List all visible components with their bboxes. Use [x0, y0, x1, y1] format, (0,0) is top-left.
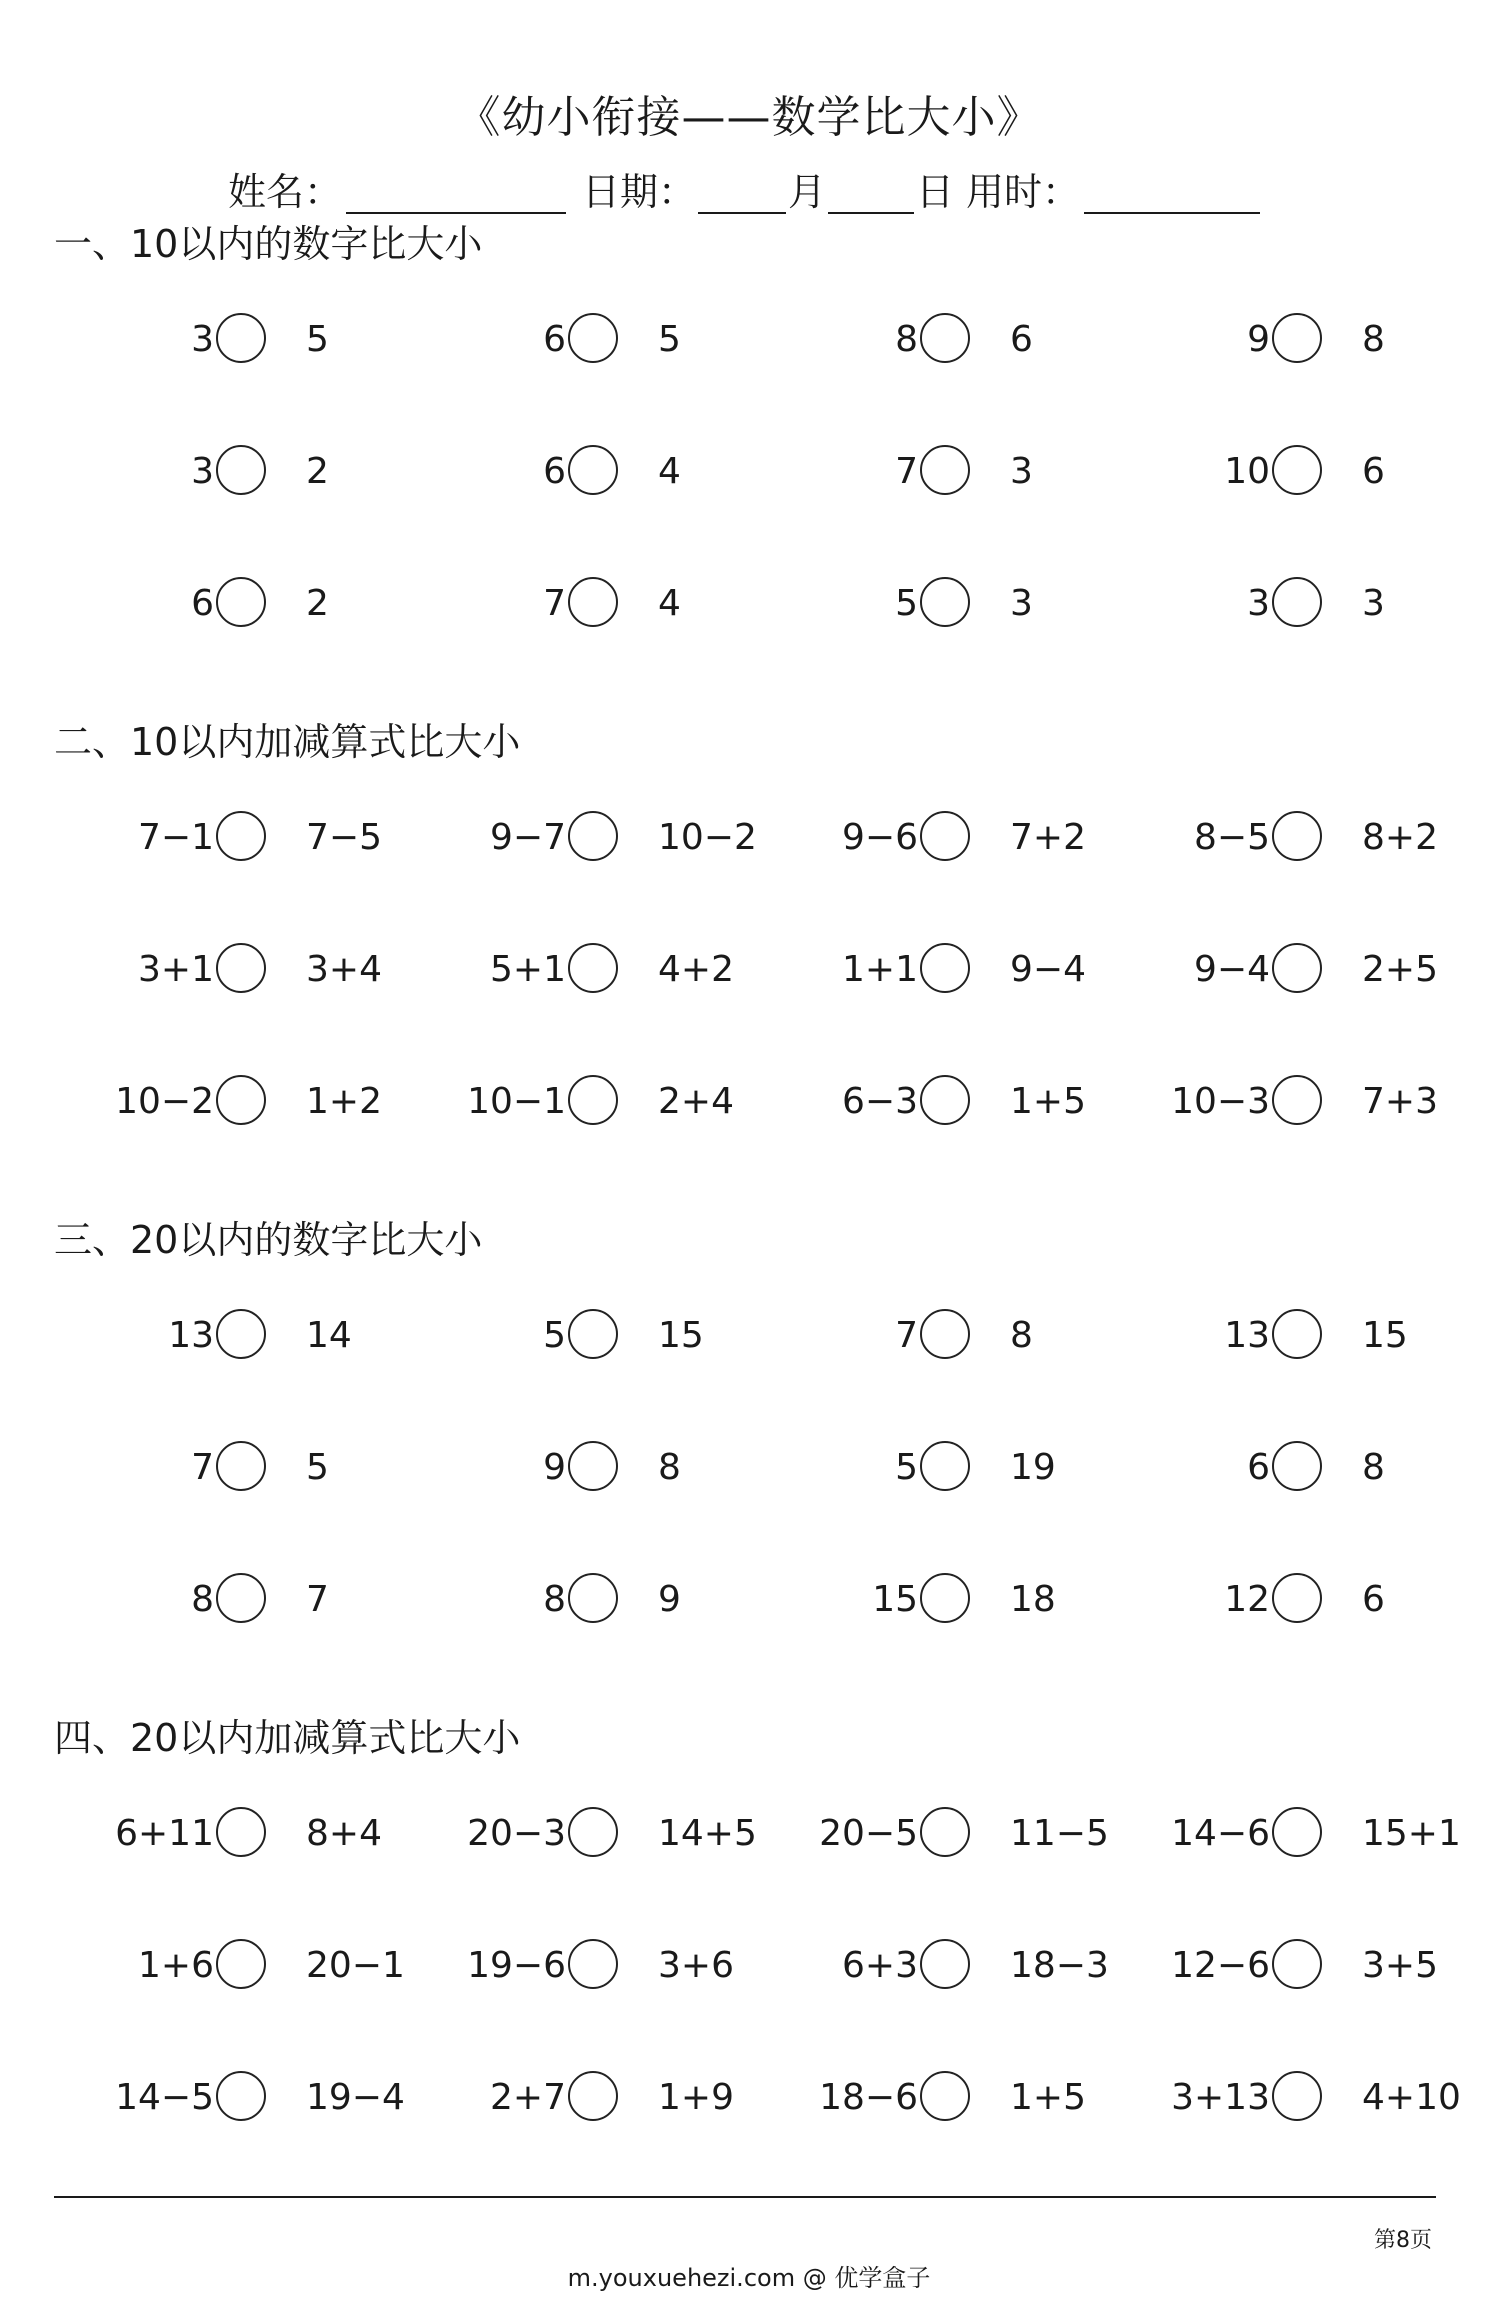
right-operand: 3+5	[1362, 1945, 1438, 1986]
comparison-problem	[54, 1072, 414, 1132]
answer-circle[interactable]	[568, 1441, 618, 1491]
left-operand: 8	[191, 1579, 214, 1620]
right-operand: 2	[306, 583, 329, 624]
right-operand: 19−4	[306, 2077, 405, 2118]
answer-circle[interactable]	[216, 1939, 266, 1989]
right-operand: 3+4	[306, 949, 382, 990]
answer-circle[interactable]	[1272, 811, 1322, 861]
answer-circle[interactable]	[920, 811, 970, 861]
right-operand: 18	[1010, 1579, 1056, 1620]
right-operand: 8	[1010, 1315, 1033, 1356]
right-operand: 6	[1362, 451, 1385, 492]
answer-circle[interactable]	[568, 577, 618, 627]
left-operand: 3+1	[138, 949, 214, 990]
answer-circle[interactable]	[216, 811, 266, 861]
left-operand: 8−5	[1194, 817, 1270, 858]
answer-circle[interactable]	[568, 313, 618, 363]
left-operand: 14−5	[115, 2077, 214, 2118]
left-operand: 2+7	[490, 2077, 566, 2118]
comparison-problem	[406, 940, 766, 1000]
right-operand: 10−2	[658, 817, 757, 858]
comparison-problem	[406, 1804, 766, 1864]
time-blank[interactable]	[1084, 212, 1260, 214]
comparison-problem	[406, 1072, 766, 1132]
left-operand: 15	[872, 1579, 918, 1620]
left-operand: 5+1	[490, 949, 566, 990]
student-info-row	[0, 164, 1498, 220]
left-operand: 13	[1224, 1315, 1270, 1356]
left-operand: 5	[543, 1315, 566, 1356]
right-operand: 8+2	[1362, 817, 1438, 858]
left-operand: 13	[168, 1315, 214, 1356]
right-operand: 1+9	[658, 2077, 734, 2118]
left-operand: 12	[1224, 1579, 1270, 1620]
comparison-problem	[54, 1804, 414, 1864]
right-operand: 3	[1362, 583, 1385, 624]
section-title: 二、10以内加减算式比大小	[54, 720, 521, 764]
left-operand: 9−4	[1194, 949, 1270, 990]
answer-circle[interactable]	[920, 1939, 970, 1989]
section-title: 四、20以内加减算式比大小	[54, 1716, 521, 1760]
answer-circle[interactable]	[216, 445, 266, 495]
name-label: 姓名：	[228, 170, 343, 214]
left-operand: 19−6	[467, 1945, 566, 1986]
right-operand: 19	[1010, 1447, 1056, 1488]
right-operand: 4	[658, 583, 681, 624]
left-operand: 3	[1247, 583, 1270, 624]
left-operand: 7−1	[138, 817, 214, 858]
left-operand: 10−1	[467, 1081, 566, 1122]
right-operand: 3	[1010, 583, 1033, 624]
answer-circle[interactable]	[920, 313, 970, 363]
left-operand: 7	[895, 451, 918, 492]
answer-circle[interactable]	[568, 1075, 618, 1125]
answer-circle[interactable]	[1272, 1807, 1322, 1857]
comparison-problem	[1110, 1936, 1470, 1996]
right-operand: 1+2	[306, 1081, 382, 1122]
right-operand: 8	[1362, 319, 1385, 360]
comparison-problem	[54, 1306, 414, 1366]
answer-circle[interactable]	[568, 1807, 618, 1857]
left-operand: 14−6	[1171, 1813, 1270, 1854]
comparison-problem	[406, 808, 766, 868]
section-title: 一、10以内的数字比大小	[54, 222, 483, 266]
left-operand: 3	[191, 319, 214, 360]
left-operand: 6−3	[842, 1081, 918, 1122]
month-label: 月	[788, 170, 827, 214]
left-operand: 9	[543, 1447, 566, 1488]
answer-circle[interactable]	[216, 313, 266, 363]
right-operand: 8	[1362, 1447, 1385, 1488]
section-title: 三、20以内的数字比大小	[54, 1218, 483, 1262]
comparison-problem	[54, 442, 414, 502]
answer-circle[interactable]	[216, 2071, 266, 2121]
left-operand: 5	[895, 583, 918, 624]
answer-circle[interactable]	[568, 445, 618, 495]
right-operand: 2+4	[658, 1081, 734, 1122]
right-operand: 8	[658, 1447, 681, 1488]
name-blank[interactable]	[346, 212, 566, 214]
answer-circle[interactable]	[920, 445, 970, 495]
answer-circle[interactable]	[920, 1075, 970, 1125]
right-operand: 2	[306, 451, 329, 492]
answer-circle[interactable]	[216, 943, 266, 993]
time-label: 用时：	[966, 170, 1081, 214]
answer-circle[interactable]	[1272, 1309, 1322, 1359]
comparison-problem	[1110, 1072, 1470, 1132]
comparison-problem	[54, 1570, 414, 1630]
answer-circle[interactable]	[216, 1573, 266, 1623]
left-operand: 1+6	[138, 1945, 214, 1986]
left-operand: 6	[543, 451, 566, 492]
comparison-problem	[406, 1438, 766, 1498]
right-operand: 7+3	[1362, 1081, 1438, 1122]
left-operand: 1+1	[842, 949, 918, 990]
answer-circle[interactable]	[568, 1939, 618, 1989]
answer-circle[interactable]	[1272, 445, 1322, 495]
comparison-problem	[1110, 310, 1470, 370]
comparison-problem	[1110, 2068, 1470, 2128]
left-operand: 20−5	[819, 1813, 918, 1854]
right-operand: 8+4	[306, 1813, 382, 1854]
comparison-problem	[54, 574, 414, 634]
answer-circle[interactable]	[216, 1441, 266, 1491]
left-operand: 7	[191, 1447, 214, 1488]
left-operand: 6	[543, 319, 566, 360]
answer-circle[interactable]	[1272, 2071, 1322, 2121]
answer-circle[interactable]	[216, 577, 266, 627]
comparison-problem	[1110, 442, 1470, 502]
right-operand: 4	[658, 451, 681, 492]
answer-circle[interactable]	[1272, 313, 1322, 363]
right-operand: 5	[306, 1447, 329, 1488]
comparison-problem	[54, 1936, 414, 1996]
left-operand: 5	[895, 1447, 918, 1488]
answer-circle[interactable]	[1272, 1939, 1322, 1989]
comparison-problem	[758, 940, 1118, 1000]
answer-circle[interactable]	[216, 1075, 266, 1125]
comparison-problem	[758, 310, 1118, 370]
left-operand: 7	[895, 1315, 918, 1356]
right-operand: 15	[658, 1315, 704, 1356]
comparison-problem	[1110, 808, 1470, 868]
answer-circle[interactable]	[568, 811, 618, 861]
comparison-problem	[54, 310, 414, 370]
left-operand: 9−7	[490, 817, 566, 858]
comparison-problem	[758, 1072, 1118, 1132]
comparison-problem	[758, 808, 1118, 868]
left-operand: 8	[543, 1579, 566, 1620]
answer-circle[interactable]	[920, 2071, 970, 2121]
right-operand: 3+6	[658, 1945, 734, 1986]
left-operand: 6+11	[115, 1813, 214, 1854]
answer-circle[interactable]	[216, 1309, 266, 1359]
comparison-problem	[758, 1804, 1118, 1864]
answer-circle[interactable]	[568, 1309, 618, 1359]
comparison-problem	[1110, 574, 1470, 634]
right-operand: 7+2	[1010, 817, 1086, 858]
comparison-problem	[758, 1570, 1118, 1630]
date-label: 日期：	[582, 170, 697, 214]
answer-circle[interactable]	[568, 2071, 618, 2121]
worksheet-title: 《幼小衔接——数学比大小》	[456, 92, 1042, 143]
comparison-problem	[758, 574, 1118, 634]
right-operand: 4+2	[658, 949, 734, 990]
right-operand: 15	[1362, 1315, 1408, 1356]
comparison-problem	[406, 310, 766, 370]
comparison-problem	[406, 1306, 766, 1366]
comparison-problem	[1110, 1804, 1470, 1864]
right-operand: 1+5	[1010, 2077, 1086, 2118]
comparison-problem	[758, 2068, 1118, 2128]
right-operand: 7	[306, 1579, 329, 1620]
footer-divider	[54, 2196, 1436, 2198]
answer-circle[interactable]	[568, 943, 618, 993]
left-operand: 10	[1224, 451, 1270, 492]
comparison-problem	[406, 2068, 766, 2128]
comparison-problem	[54, 2068, 414, 2128]
left-operand: 3	[191, 451, 214, 492]
left-operand: 9	[1247, 319, 1270, 360]
left-operand: 8	[895, 319, 918, 360]
left-operand: 20−3	[467, 1813, 566, 1854]
comparison-problem	[1110, 1306, 1470, 1366]
left-operand: 10−3	[1171, 1081, 1270, 1122]
comparison-problem	[54, 1438, 414, 1498]
comparison-problem	[406, 1936, 766, 1996]
comparison-problem	[406, 574, 766, 634]
comparison-problem	[1110, 940, 1470, 1000]
left-operand: 12−6	[1171, 1945, 1270, 1986]
comparison-problem	[54, 808, 414, 868]
left-operand: 9−6	[842, 817, 918, 858]
comparison-problem	[758, 1936, 1118, 1996]
day-label: 日	[916, 170, 955, 214]
right-operand: 6	[1010, 319, 1033, 360]
left-operand: 18−6	[819, 2077, 918, 2118]
right-operand: 15+1	[1362, 1813, 1461, 1854]
right-operand: 5	[658, 319, 681, 360]
comparison-problem	[758, 442, 1118, 502]
footer-site: m.youxuehezi.com @ 优学盒子	[567, 2264, 931, 2292]
answer-circle[interactable]	[920, 943, 970, 993]
answer-circle[interactable]	[1272, 1441, 1322, 1491]
answer-circle[interactable]	[216, 1807, 266, 1857]
month-blank[interactable]	[698, 212, 786, 214]
answer-circle[interactable]	[1272, 943, 1322, 993]
right-operand: 14	[306, 1315, 352, 1356]
comparison-problem	[1110, 1570, 1470, 1630]
right-operand: 3	[1010, 451, 1033, 492]
left-operand: 3+13	[1171, 2077, 1270, 2118]
left-operand: 6	[1247, 1447, 1270, 1488]
right-operand: 5	[306, 319, 329, 360]
right-operand: 20−1	[306, 1945, 405, 1986]
right-operand: 7−5	[306, 817, 382, 858]
comparison-problem	[406, 1570, 766, 1630]
answer-circle[interactable]	[1272, 1573, 1322, 1623]
right-operand: 2+5	[1362, 949, 1438, 990]
right-operand: 11−5	[1010, 1813, 1109, 1854]
answer-circle[interactable]	[920, 1573, 970, 1623]
right-operand: 1+5	[1010, 1081, 1086, 1122]
right-operand: 14+5	[658, 1813, 757, 1854]
comparison-problem	[406, 442, 766, 502]
comparison-problem	[54, 940, 414, 1000]
answer-circle[interactable]	[920, 1309, 970, 1359]
right-operand: 9	[658, 1579, 681, 1620]
answer-circle[interactable]	[1272, 577, 1322, 627]
answer-circle[interactable]	[920, 1441, 970, 1491]
answer-circle[interactable]	[568, 1573, 618, 1623]
answer-circle[interactable]	[920, 1807, 970, 1857]
right-operand: 4+10	[1362, 2077, 1461, 2118]
right-operand: 9−4	[1010, 949, 1086, 990]
left-operand: 7	[543, 583, 566, 624]
answer-circle[interactable]	[1272, 1075, 1322, 1125]
right-operand: 18−3	[1010, 1945, 1109, 1986]
page-number: 第8页	[1374, 2228, 1432, 2253]
day-blank[interactable]	[828, 212, 914, 214]
left-operand: 6+3	[842, 1945, 918, 1986]
comparison-problem	[1110, 1438, 1470, 1498]
comparison-problem	[758, 1438, 1118, 1498]
left-operand: 6	[191, 583, 214, 624]
answer-circle[interactable]	[920, 577, 970, 627]
comparison-problem	[758, 1306, 1118, 1366]
right-operand: 6	[1362, 1579, 1385, 1620]
left-operand: 10−2	[115, 1081, 214, 1122]
